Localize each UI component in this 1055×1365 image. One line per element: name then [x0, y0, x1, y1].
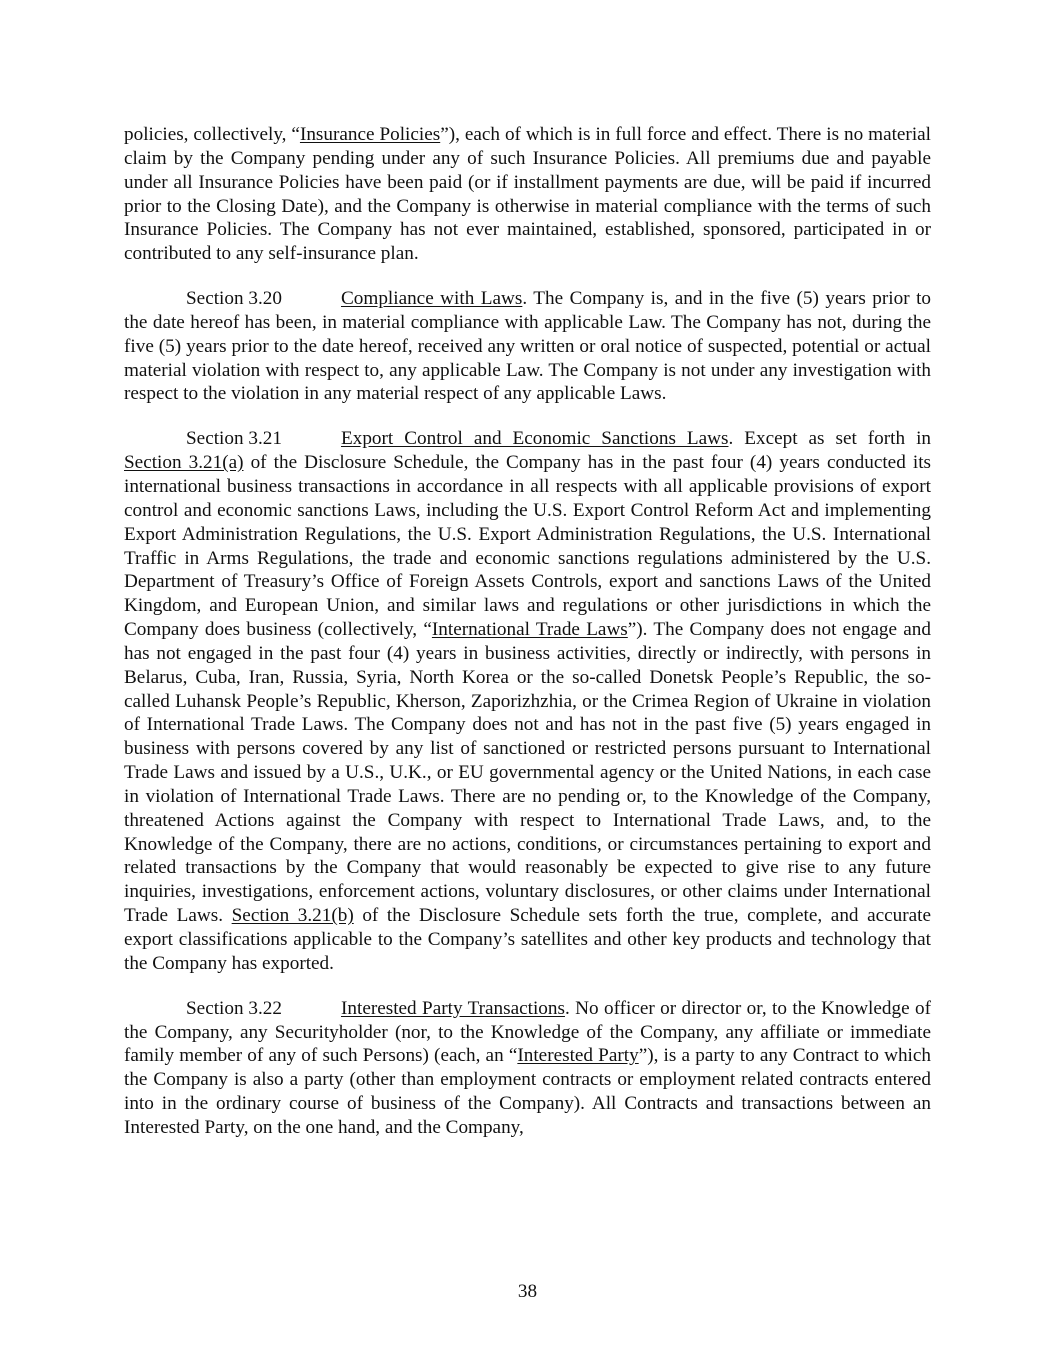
text-run: ”), is a party to any Contract to which the Company is also a party (other than employment contracts or employment related contracts entered into in the ordinary course of business of the Company). All Contracts and transactions between an Interested Party, on the one hand, and the Company,: [124, 1045, 931, 1138]
defined-term-international-trade-laws: International Trade Laws: [431, 619, 628, 641]
section-3-22: [124, 997, 931, 1140]
text-run: ”), each of which is in full force and effect. There is no material claim by the Company pending under any of such Insurance Policies. All premiums due and payable under all Insurance Policies have been paid (or if installment payments are due, will be paid if incurred prior to the Closing Date), and the Company is otherwise in material compliance with the terms of such Insurance Policies. The Company has not ever maintained, established, sponsored, participated in or contributed to any self-insurance plan.: [124, 124, 931, 265]
section-heading: Export Control and Economic Sanctions Laws: [341, 428, 729, 450]
page-number: 38: [517, 1281, 538, 1302]
section-number: Section 3.21: [186, 428, 282, 450]
text-run: policies, collectively, “: [124, 124, 300, 145]
paragraph-insurance-policies: [124, 123, 931, 266]
text-run: . Except as set forth in: [728, 428, 931, 450]
section-3-21: [124, 427, 931, 975]
document-body: [124, 123, 931, 1140]
section-heading: Interested Party Transactions: [341, 997, 565, 1019]
cross-reference-3-21b: Section 3.21(b): [231, 905, 354, 927]
text-run: . No officer or director or, to the Knowledge of the Company, any Securityholder (nor, to the Knowledge of the Company, any affiliate or immediate family member of any of such Persons) (each, an “: [124, 997, 931, 1067]
section-number: Section 3.22: [186, 997, 282, 1019]
cross-reference-3-21a: Section 3.21(a): [124, 452, 244, 474]
text-run: ”). The Company does not engage and has not engaged in the past four (4) years in business activities, directly or indirectly, with persons in Belarus, Cuba, Iran, Russia, Syria, North Korea or the so-called Donetsk People’s Republic, the so-called Luhansk People’s Republic, Kherson, Zaporizhzhia, or the Crimea Region of Ukraine in violation of International Trade Laws. The Company does not and has not in the past five (5) years engaged in business with persons covered by any list of sanctioned or restricted persons pursuant to International Trade Laws and issued by a U.S., U.K., or EU governmental agency or the United Nations, in each case in violation of International Trade Laws. There are no pending or, to the Knowledge of the Company, threatened Actions against the Company with respect to International Trade Laws, and, to the Knowledge of the Company, there are no actions, conditions, or circumstances pertaining to export and related transactions by the Company that would reasonably be expected to give rise to any future inquiries, investigations, enforcement actions, voluntary disclosures, or other claims under International Trade Laws.: [124, 619, 931, 927]
section-3-20: [124, 287, 931, 406]
defined-term-interested-party: Interested Party: [517, 1045, 639, 1067]
text-run: of the Disclosure Schedule, the Company has in the past four (4) years conducted its international business transactions in accordance in all respects with all applicable provisions of export control and economic sanctions Laws, including the U.S. Export Control Reform Act and implementing Export Administration Regulations, the U.S. Export Administration Regulations, the U.S. International Traffic in Arms Regulations, the trade and economic sanctions regulations administered by the U.S. Department of Treasury’s Office of Foreign Assets Controls, export and sanctions Laws of the United Kingdom, and European Union, and similar laws and regulations or other jurisdictions in which the Company does business (collectively, “: [124, 452, 931, 641]
text-run: of the Disclosure Schedule sets forth the true, complete, and accurate export classifications applicable to the Company’s satellites and other key products and technology that the Company has exported.: [124, 905, 932, 974]
section-heading: Compliance with Laws: [341, 288, 523, 310]
section-body: . The Company is, and in the five (5) years prior to the date hereof has been, in material compliance with applicable Law. The Company has not, during the five (5) years prior to the date hereof, received any written or oral notice of suspected, potential or actual material violation with respect to, any applicable Law. The Company is not under any investigation with respect to the violation in any material respect of any applicable Laws.: [124, 288, 932, 405]
section-number: Section 3.20: [186, 288, 282, 310]
defined-term-insurance-policies: Insurance Policies: [299, 124, 441, 145]
